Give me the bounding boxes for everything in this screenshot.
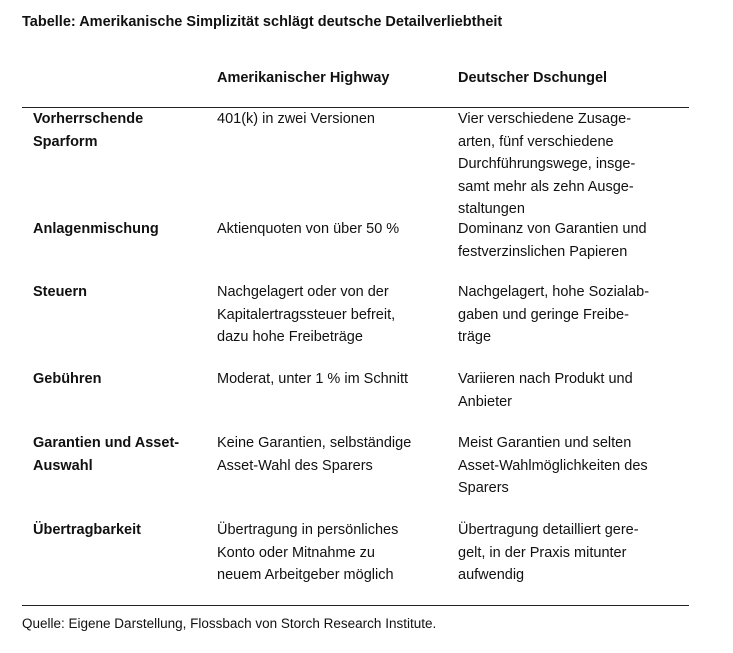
column-header-us: Amerikanischer Highway [217, 70, 390, 86]
cell-us-line: Aktienquoten von über 50 % [217, 221, 400, 237]
cell-de-line: Asset-Wahlmöglichkeiten des [458, 457, 648, 474]
cell-us-line: Übertragung in persönliches [217, 522, 399, 538]
cell-us-line: neuem Arbeitgeber möglich [217, 567, 394, 583]
cell-de [458, 218, 682, 263]
column-header-de: Deutscher Dschungel [458, 70, 608, 86]
row-label-line: Gebühren [33, 371, 102, 387]
row-label-line: Übertragbarkeit [33, 522, 141, 538]
footer-rule [22, 605, 689, 606]
cell-de [458, 519, 682, 587]
cell-us [217, 218, 449, 241]
cell-us-line: Konto oder Mitnahme zu [217, 544, 375, 561]
row-label-line: Garantien und Asset- [33, 435, 180, 451]
row-label [33, 368, 203, 391]
row-label-line: Sparform [33, 133, 98, 150]
row-label [33, 519, 203, 542]
cell-de-line: aufwendig [458, 567, 525, 583]
cell-de-line: Durchführungswege, insge- [458, 156, 636, 172]
cell-de-line: samt mehr als zehn Ausge- [458, 178, 634, 195]
cell-us-line: Moderat, unter 1 % im Schnitt [217, 371, 408, 387]
cell-us-line: dazu hohe Freibeträge [217, 329, 363, 345]
cell-us-line: 401(k) in zwei Versionen [217, 111, 375, 127]
cell-de-line: arten, fünf verschiedene [458, 133, 614, 150]
cell-us [217, 519, 449, 587]
cell-de-line: Nachgelagert, hohe Sozialab- [458, 284, 650, 300]
row-label-line: Steuern [33, 284, 87, 300]
row-label-line: Vorherrschende [33, 111, 144, 127]
cell-us [217, 281, 449, 349]
cell-us [217, 108, 449, 131]
cell-de-line: festverzinslichen Papieren [458, 243, 628, 260]
cell-de [458, 108, 682, 221]
cell-de-line: staltungen [458, 201, 525, 217]
row-label-line: Anlagenmischung [33, 221, 159, 237]
cell-de-line: Anbieter [458, 393, 513, 410]
cell-us-line: Nachgelagert oder von der [217, 284, 389, 300]
cell-de [458, 368, 682, 413]
cell-de-line: träge [458, 329, 492, 345]
cell-de-line: gelt, in der Praxis mitunter [458, 544, 627, 561]
source-note: Quelle: Eigene Darstellung, Flossbach von Storch Research Institute. [22, 616, 437, 631]
cell-us-line: Asset-Wahl des Sparers [217, 457, 373, 474]
cell-us [217, 368, 449, 391]
cell-de-line: Vier verschiedene Zusage- [458, 111, 632, 127]
cell-us-line: Kapitalertragssteuer befreit, [217, 306, 396, 323]
row-label [33, 218, 203, 241]
row-label [33, 281, 203, 304]
row-label [33, 432, 203, 477]
row-label-line: Auswahl [33, 457, 93, 474]
row-label [33, 108, 203, 153]
cell-us [217, 432, 449, 477]
cell-de-line: gaben und geringe Freibe- [458, 306, 629, 323]
table-title: Tabelle: Amerikanische Simplizität schlägt deutsche Detailverliebtheit [22, 14, 503, 30]
cell-de-line: Dominanz von Garantien und [458, 221, 647, 237]
cell-us-line: Keine Garantien, selbständige [217, 435, 412, 451]
cell-de [458, 281, 682, 349]
cell-de [458, 432, 682, 500]
cell-de-line: Meist Garantien und selten [458, 435, 632, 451]
cell-de-line: Variieren nach Produkt und [458, 371, 633, 387]
cell-de-line: Übertragung detailliert gere- [458, 522, 639, 538]
cell-de-line: Sparers [458, 480, 509, 496]
